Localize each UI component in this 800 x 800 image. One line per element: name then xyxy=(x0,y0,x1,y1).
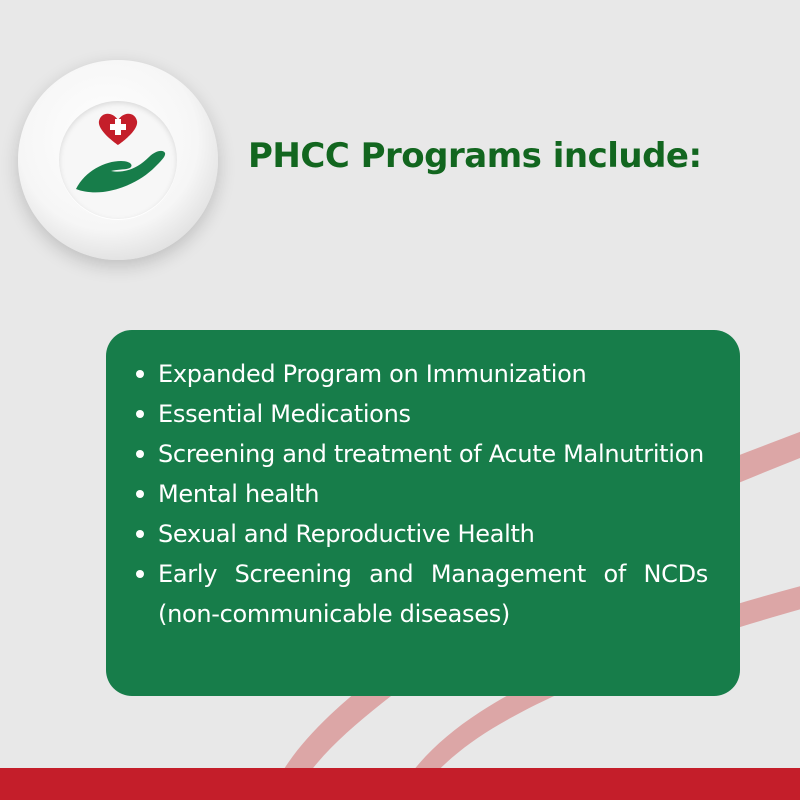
programs-card xyxy=(106,330,740,696)
program-item xyxy=(136,474,708,514)
program-label: Mental health xyxy=(158,480,320,508)
program-item xyxy=(136,434,708,474)
program-item xyxy=(136,394,708,434)
bullet-icon xyxy=(136,530,144,538)
logo-badge xyxy=(18,60,218,260)
program-item xyxy=(136,514,708,554)
bullet-icon xyxy=(136,570,144,578)
program-label: Essential Medications xyxy=(158,400,411,428)
heart-hand-icon xyxy=(59,101,177,219)
bullet-icon xyxy=(136,490,144,498)
bullet-icon xyxy=(136,410,144,418)
program-label: Screening and treatment of Acute Malnutrition xyxy=(158,440,704,468)
logo-inner-circle xyxy=(59,101,177,219)
program-label: Early Screening and Management of NCDs (non-communicable diseases) xyxy=(158,560,708,628)
program-item xyxy=(136,354,708,394)
programs-list xyxy=(136,354,708,634)
page-title: PHCC Programs include: xyxy=(248,136,702,176)
bullet-icon xyxy=(136,370,144,378)
program-label: Expanded Program on Immunization xyxy=(158,360,587,388)
footer-band xyxy=(0,768,800,800)
program-label: Sexual and Reproductive Health xyxy=(158,520,535,548)
program-item xyxy=(136,554,708,634)
bullet-icon xyxy=(136,450,144,458)
